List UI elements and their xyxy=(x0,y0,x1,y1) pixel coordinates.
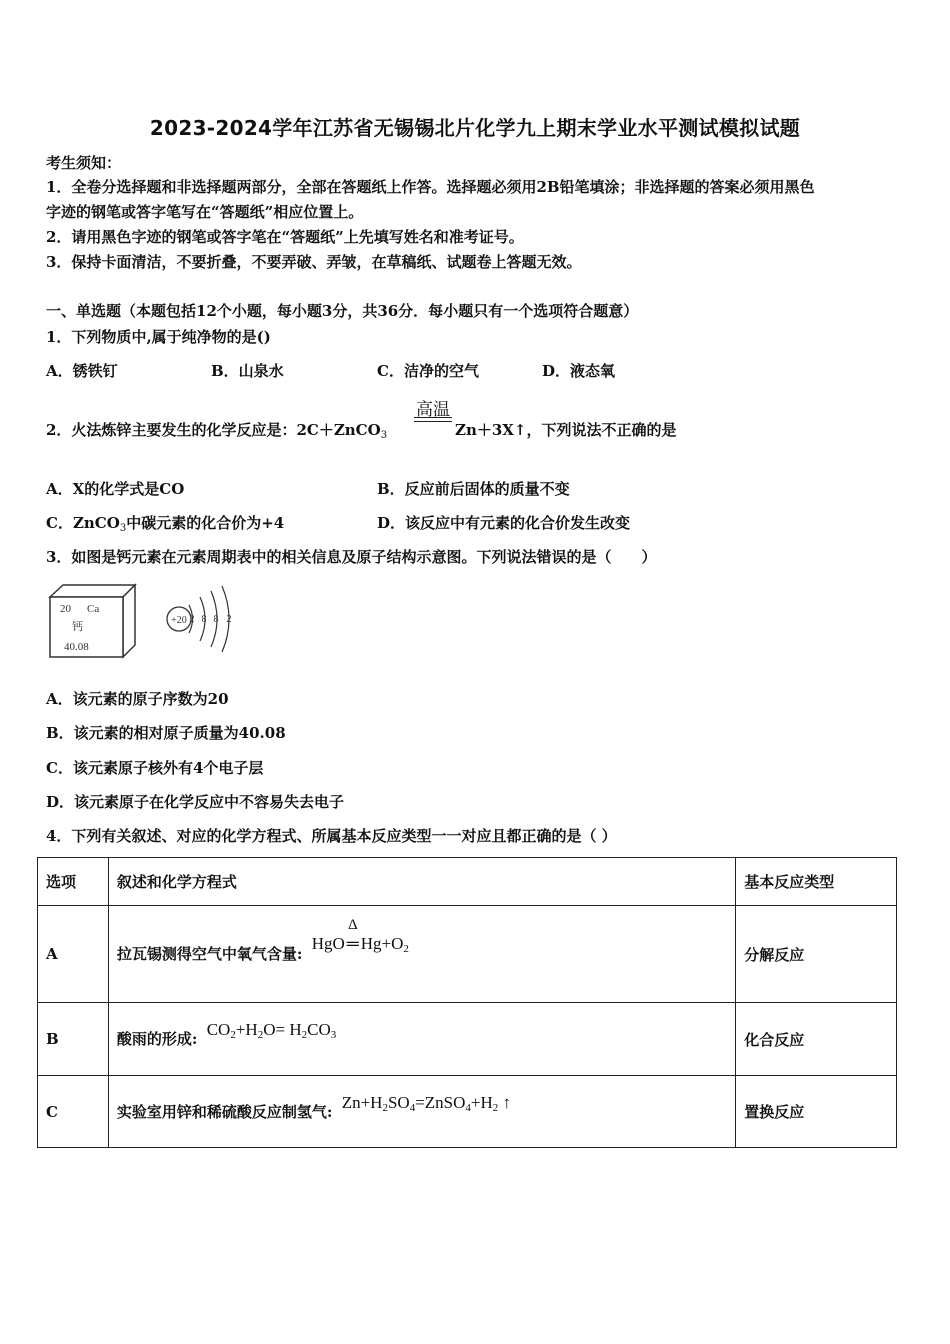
q2-equals-line-2 xyxy=(414,421,452,422)
row-a-eq-cond: Δ xyxy=(347,917,358,933)
q3-option-a: A．该元素的原子序数为20 xyxy=(46,690,229,708)
page-title: 2023-2024学年江苏省无锡锡北片化学九上期末学业水平测试模拟试题 xyxy=(149,116,801,140)
eq-part: CO xyxy=(206,1020,231,1039)
eq-part: ↑ xyxy=(498,1092,512,1112)
table-header-row xyxy=(38,858,897,906)
header-option: 选项 xyxy=(38,858,109,906)
atomic-structure-diagram xyxy=(162,582,238,660)
row-a-eq-rhs-sub: 2 xyxy=(403,943,409,955)
row-b-desc-text: 酸雨的形成: xyxy=(116,1030,198,1048)
eq-part: CO xyxy=(307,1020,331,1039)
q2-option-b: B．反应前后固体的质量不变 xyxy=(377,480,570,498)
notice-line-2: 2．请用黑色字迹的钢笔或答字笔在“答题纸”上先填写姓名和准考证号。 xyxy=(46,228,524,246)
eq-part: SO xyxy=(387,1092,410,1112)
q2-stem-post: Zn＋3X↑，下列说法不正确的是 xyxy=(455,421,677,439)
row-a-equation xyxy=(311,917,409,955)
q2-option-c-sub: 3 xyxy=(119,523,127,534)
q1-option-b: B．山泉水 xyxy=(211,362,284,380)
q2-option-c xyxy=(46,514,284,535)
eq-part: +H xyxy=(235,1020,258,1039)
q2-option-c-pre: C．ZnCO xyxy=(46,514,120,532)
notice-line-3: 3．保持卡面清洁，不要折叠，不要弄破、弄皱，在草稿纸、试题卷上答题无效。 xyxy=(46,253,582,271)
row-c-equation xyxy=(342,1093,511,1112)
row-b-equation xyxy=(207,1020,337,1039)
eq-sub: 3 xyxy=(330,1029,337,1041)
row-c-desc-text: 实验室用锌和稀硫酸反应制氢气: xyxy=(116,1102,333,1121)
table-row xyxy=(38,1003,897,1076)
notice-heading: 考生须知： xyxy=(46,154,122,172)
cell-atomic-number: 20 xyxy=(60,603,71,615)
row-c-option: C xyxy=(38,1076,109,1148)
table-row xyxy=(38,1076,897,1148)
q1-stem: 1．下列物质中,属于纯净物的是() xyxy=(46,328,271,346)
cell-side-face xyxy=(123,585,135,657)
shell-count-3: 8 xyxy=(213,614,219,625)
shell-count-1: 2 xyxy=(189,614,195,625)
eq-part: +H xyxy=(470,1092,493,1112)
eq-part: O= H xyxy=(263,1020,302,1039)
row-b-option: B xyxy=(38,1003,109,1076)
q4-table xyxy=(37,857,897,1148)
eq-sub: 4 xyxy=(465,1101,471,1114)
row-a-option: A xyxy=(38,906,109,1003)
q2-stem-sub: 3 xyxy=(380,430,388,441)
q2-option-a: A．X的化学式是CO xyxy=(46,480,185,498)
q1-option-d: D．液态氧 xyxy=(542,362,616,380)
q2-stem xyxy=(46,421,387,442)
eq-sub: 2 xyxy=(492,1101,499,1114)
row-c-type: 置换反应 xyxy=(736,1076,897,1148)
element-cell-calcium xyxy=(47,582,137,660)
q2-condition: 高温 xyxy=(416,400,450,420)
eq-sub: 2 xyxy=(382,1101,388,1114)
row-c-description xyxy=(108,1076,735,1148)
q3-option-d: D．该元素原子在化学反应中不容易失去电子 xyxy=(46,793,345,811)
q3-option-b: B．该元素的相对原子质量为40.08 xyxy=(46,724,286,742)
row-a-type: 分解反应 xyxy=(736,906,897,1003)
section-heading: 一、单选题（本题包括12个小题，每小题3分，共36分．每小题只有一个选项符合题意） xyxy=(46,302,639,320)
q2-equals-line-1 xyxy=(414,417,452,418)
q3-stem: 3．如图是钙元素在元素周期表中的相关信息及原子结构示意图。下列说法错误的是（ ） xyxy=(46,548,657,566)
table-row xyxy=(38,906,897,1003)
row-a-eq-lhs: HgO xyxy=(311,934,345,953)
notice-line-1b: 字迹的钢笔或答字笔写在“答题纸”相应位置上。 xyxy=(46,203,364,221)
q2-option-d: D．该反应中有元素的化合价发生改变 xyxy=(377,514,631,532)
q2-option-c-post: 中碳元素的化合价为+4 xyxy=(126,514,285,532)
eq-part: =ZnSO xyxy=(415,1092,466,1112)
row-a-desc-text: 拉瓦锡测得空气中氧气含量: xyxy=(116,945,303,963)
row-b-description xyxy=(108,1003,735,1076)
header-description: 叙述和化学方程式 xyxy=(108,858,735,906)
q4-stem: 4．下列有关叙述、对应的化学方程式、所属基本反应类型一一对应且都正确的是（ ） xyxy=(46,827,617,845)
q2-stem-pre: 2．火法炼锌主要发生的化学反应是：2C＋ZnCO xyxy=(46,421,381,439)
notice-line-1a: 1．全卷分选择题和非选择题两部分，全部在答题纸上作答。选择题必须用2B铅笔填涂；非选择题的答案必须用黑色 xyxy=(46,178,815,196)
q1-option-c: C．洁净的空气 xyxy=(377,362,479,380)
cell-name: 钙 xyxy=(72,620,83,633)
cell-top-face xyxy=(50,585,135,597)
eq-sub: 2 xyxy=(301,1029,308,1041)
cell-symbol: Ca xyxy=(87,603,100,615)
header-reaction-type: 基本反应类型 xyxy=(736,858,897,906)
row-b-type: 化合反应 xyxy=(736,1003,897,1076)
eq-sub: 4 xyxy=(409,1101,416,1114)
q1-option-a: A．锈铁钉 xyxy=(46,362,118,380)
q3-option-c: C．该元素原子核外有4个电子层 xyxy=(46,759,264,777)
shell-count-2: 8 xyxy=(201,614,207,625)
row-a-description xyxy=(108,906,735,1003)
nucleus-charge: +20 xyxy=(171,615,187,626)
eq-sub: 2 xyxy=(257,1029,264,1041)
eq-part: Zn+H xyxy=(341,1092,383,1112)
row-a-eq-rhs: Hg+O xyxy=(360,934,404,953)
cell-atomic-mass: 40.08 xyxy=(64,641,89,653)
eq-sub: 2 xyxy=(230,1029,236,1041)
shell-count-4: 2 xyxy=(226,614,232,625)
row-a-eq-sign: Δ ═ xyxy=(346,917,359,953)
